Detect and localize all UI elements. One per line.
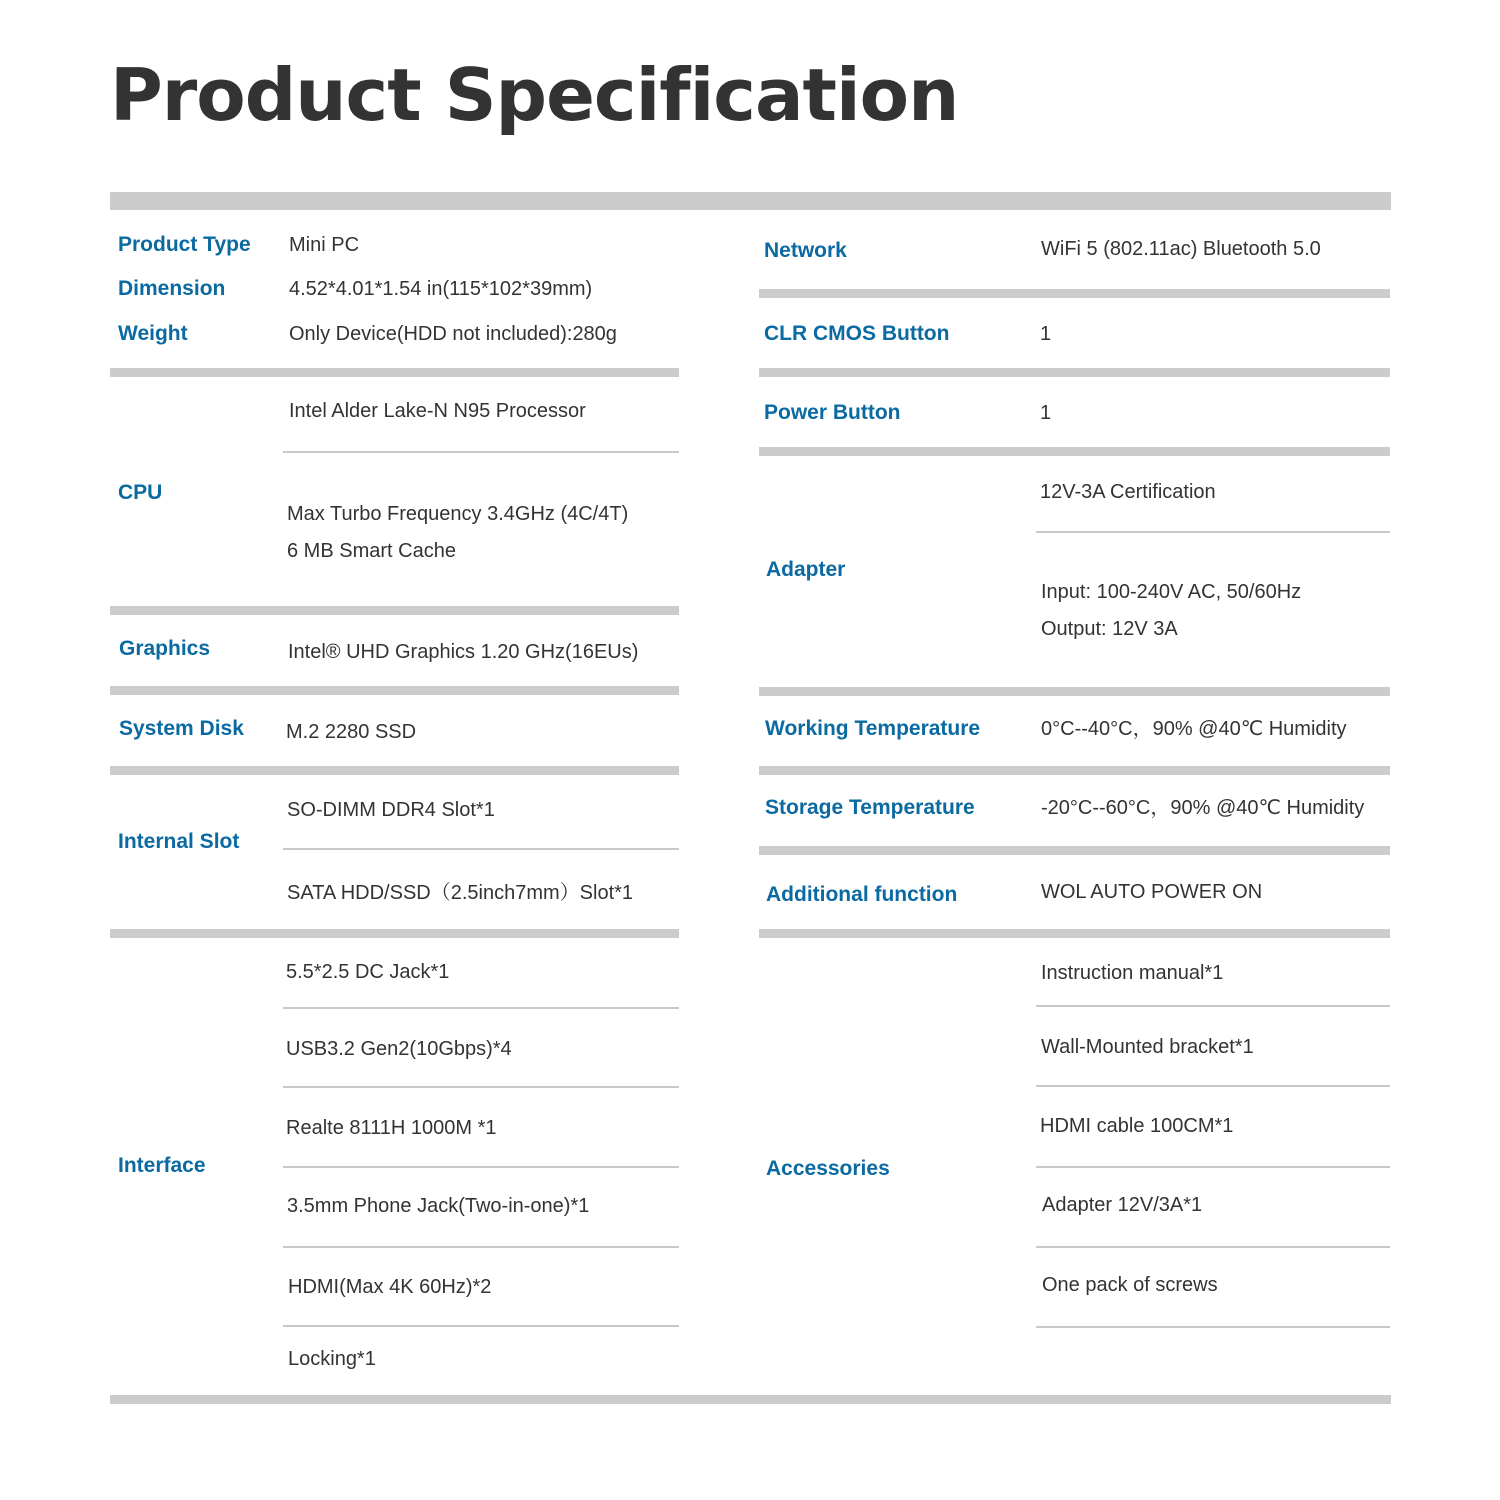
separator [110,766,679,775]
value-cpu-turbo: Max Turbo Frequency 3.4GHz (4C/4T) [287,503,629,525]
sub-divider [283,1007,679,1009]
sub-divider [283,1166,679,1168]
value-additional-function: WOL AUTO POWER ON [1041,881,1263,903]
value-dimension: 4.52*4.01*1.54 in(115*102*39mm) [289,278,593,300]
separator [759,846,1390,855]
label-internal-slot: Internal Slot [118,830,240,853]
value-interface-lan: Realte 8111H 1000M *1 [286,1117,497,1139]
value-interface-lock: Locking*1 [288,1348,376,1370]
label-working-temperature: Working Temperature [765,717,981,740]
separator [759,687,1390,696]
label-network: Network [764,239,847,262]
value-product-type: Mini PC [289,234,360,256]
separator [759,447,1390,456]
separator [110,929,679,938]
value-adapter-output: Output: 12V 3A [1041,618,1178,640]
label-adapter: Adapter [766,558,846,581]
value-interface-audio: 3.5mm Phone Jack(Two-in-one)*1 [287,1195,590,1217]
sub-divider [283,1325,679,1327]
separator [110,686,679,695]
separator [759,929,1390,938]
label-power-button: Power Button [764,401,901,424]
value-adapter-cert: 12V-3A Certification [1040,481,1216,503]
label-interface: Interface [118,1154,206,1177]
value-internal-slot-dimm: SO-DIMM DDR4 Slot*1 [287,799,495,821]
value-interface-usb: USB3.2 Gen2(10Gbps)*4 [286,1038,512,1060]
value-storage-temperature: -20°C--60°C，90% @40℃ Humidity [1041,797,1365,819]
page-title: Product Specification [110,53,959,137]
value-power-button: 1 [1040,402,1052,424]
label-dimension: Dimension [118,277,226,300]
separator [110,368,679,377]
value-system-disk: M.2 2280 SSD [286,721,417,743]
value-adapter-input: Input: 100-240V AC, 50/60Hz [1041,581,1302,603]
value-accessories-hdmi: HDMI cable 100CM*1 [1040,1115,1234,1137]
label-storage-temperature: Storage Temperature [765,796,975,819]
top-separator [110,192,1391,210]
sub-divider [1036,1246,1390,1248]
sub-divider [1036,1166,1390,1168]
separator [110,606,679,615]
sub-divider [1036,531,1390,533]
label-additional-function: Additional function [766,883,958,906]
value-interface-dc: 5.5*2.5 DC Jack*1 [286,961,450,983]
label-product-type: Product Type [118,233,251,256]
label-system-disk: System Disk [119,717,244,740]
separator [759,766,1390,775]
value-network: WiFi 5 (802.11ac) Bluetooth 5.0 [1041,238,1321,260]
sub-divider [1036,1326,1390,1328]
label-accessories: Accessories [766,1157,890,1180]
sub-divider [283,848,679,850]
sub-divider [1036,1085,1390,1087]
value-cpu-processor: Intel Alder Lake-N N95 Processor [289,400,586,422]
value-cpu-cache: 6 MB Smart Cache [287,540,456,562]
value-accessories-screws: One pack of screws [1042,1274,1218,1296]
label-weight: Weight [118,322,188,345]
value-accessories-manual: Instruction manual*1 [1041,962,1224,984]
sub-divider [283,1086,679,1088]
sub-divider [283,451,679,453]
value-accessories-bracket: Wall-Mounted bracket*1 [1041,1036,1254,1058]
sub-divider [283,1246,679,1248]
value-internal-slot-sata: SATA HDD/SSD（2.5inch7mm）Slot*1 [287,882,634,904]
value-clr-cmos: 1 [1040,323,1052,345]
value-graphics: Intel® UHD Graphics 1.20 GHz(16EUs) [288,641,639,663]
label-cpu: CPU [118,481,163,504]
sub-divider [1036,1005,1390,1007]
separator [759,289,1390,298]
label-graphics: Graphics [119,637,211,660]
value-interface-hdmi: HDMI(Max 4K 60Hz)*2 [288,1276,492,1298]
separator [759,368,1390,377]
bottom-separator [110,1395,1391,1404]
value-accessories-adapter: Adapter 12V/3A*1 [1042,1194,1203,1216]
value-weight: Only Device(HDD not included):280g [289,323,617,345]
value-working-temperature: 0°C--40°C，90% @40℃ Humidity [1041,718,1347,740]
label-clr-cmos: CLR CMOS Button [764,322,950,345]
